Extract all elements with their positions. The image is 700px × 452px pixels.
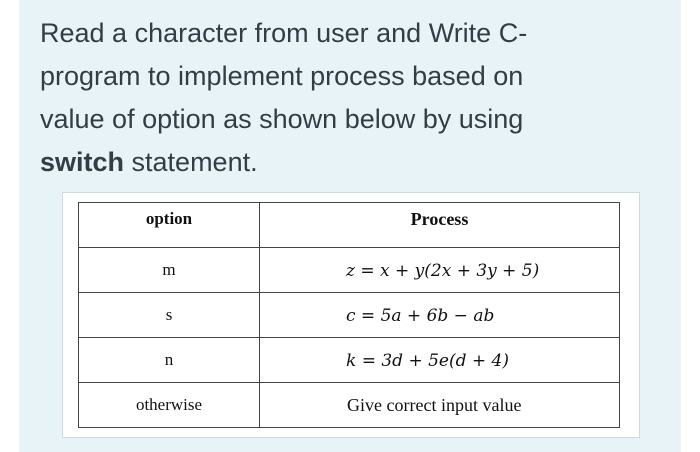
process-cell — [260, 338, 620, 383]
process-formula: k = 3d + 5e(d + 4) — [346, 350, 509, 371]
process-cell — [260, 248, 620, 293]
question-line-3: value of option as shown below by using — [40, 104, 524, 134]
question-text — [40, 12, 640, 184]
question-line-1: Read a character from user and Write C- — [40, 18, 528, 48]
header-option: option — [79, 203, 260, 248]
question-line-4 — [40, 141, 640, 184]
option-cell: s — [79, 293, 260, 338]
question-line-4-rest: statement. — [124, 147, 258, 177]
process-cell: Give correct input value — [260, 383, 620, 428]
option-cell: otherwise — [79, 383, 260, 428]
process-table — [78, 202, 620, 428]
question-line-2: program to implement process based on — [40, 61, 524, 91]
process-formula: c = 5a + 6b − ab — [346, 305, 495, 326]
option-cell: m — [79, 248, 260, 293]
table-image — [62, 192, 640, 438]
process-formula: z = x + y(2x + 3y + 5) — [346, 260, 540, 281]
table-row — [79, 248, 620, 293]
table-header-row — [79, 203, 620, 248]
table-row — [79, 383, 620, 428]
process-cell — [260, 293, 620, 338]
table-row — [79, 338, 620, 383]
header-process: Process — [260, 203, 620, 248]
option-cell: n — [79, 338, 260, 383]
table-row — [79, 293, 620, 338]
switch-keyword: switch — [40, 147, 125, 177]
